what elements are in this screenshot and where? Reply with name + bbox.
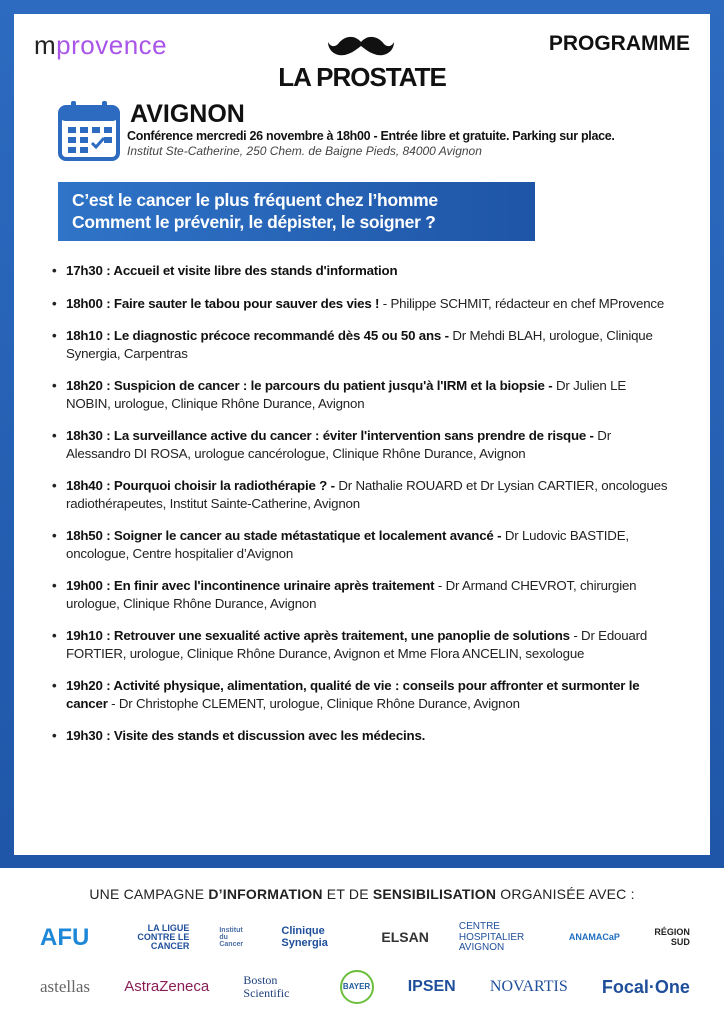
program-item: • 19h30 : Visite des stands et discussion avec les médecins. (50, 727, 670, 745)
page-title: LA PROSTATE (278, 62, 446, 92)
moustache-icon (326, 34, 396, 58)
program-item: • 18h10 : Le diagnostic précoce recommandé dès 45 ou 50 ans - Dr Mehdi BLAH, urologue, Clinique Synergia, Carpentras (50, 327, 670, 362)
program-item: • 18h30 : La surveillance active du cancer : éviter l'intervention sans prendre de risque - Dr Alessandro DI ROSA, urologue cancérologue, Clinique Rhône Durance, Avignon (50, 427, 670, 462)
programme-heading: PROGRAMME (548, 32, 690, 55)
synergia-logo: Clinique Synergia (281, 925, 328, 949)
program-item: • 19h00 : En finir avec l'incontinence urinaire après traitement - Dr Armand CHEVROT, chirurgien urologue, Clinique Rhône Durance, Avignon (50, 577, 670, 612)
program-item: • 19h10 : Retrouver une sexualité active après traitement, une panoplie de solutions - Dr Edouard FORTIER, urologue, Clinique Rhône Durance, Avignon et Mme Flora ANCELIN, sexologue (50, 627, 670, 662)
program-item: • 18h50 : Soigner le cancer au stade métastatique et localement avancé - Dr Ludovic BASTIDE, oncologue, Centre hospitalier d’Avignon (50, 527, 670, 562)
novartis-logo: NOVARTIS (489, 977, 568, 995)
event-details: Conférence mercredi 26 novembre à 18h00 - Entrée libre et gratuite. Parking sur place. (127, 129, 615, 143)
mprovence-logo: mprovence (34, 30, 168, 60)
ipsen-logo: IPSEN (407, 977, 456, 995)
anamacap-logo: ANAMACaP (568, 932, 620, 943)
institut-logo: Institut du Cancer (219, 926, 244, 949)
elsan-logo: ELSAN (381, 929, 429, 946)
ch-avignon-logo: CENTRE HOSPITALIER AVIGNON (458, 921, 525, 953)
afu-logo: AFU (40, 924, 90, 952)
partner-logos-row2 (40, 970, 690, 1004)
boston-scientific-logo: Boston Scientific (243, 973, 290, 1000)
ligue-logo: LA LIGUE CONTRE LE CANCER (137, 922, 190, 952)
astrazeneca-logo: AstraZeneca (124, 978, 210, 996)
calendar-icon (58, 99, 120, 161)
program-item: • 19h20 : Activité physique, alimentation, qualité de vie : conseils pour affronter et surmonter le cancer - Dr Christophe CLEMENT, urologue, Clinique Rhône Durance, Avignon (50, 677, 670, 712)
program-item: • 18h00 : Faire sauter le tabou pour sauver des vies ! - Philippe SCHMIT, rédacteur en chef MProvence (50, 295, 670, 313)
partner-logos-row1 (40, 922, 690, 954)
bayer-logo: BAYER (340, 970, 374, 1004)
event-city: AVIGNON (130, 100, 245, 128)
region-sud-logo: RÉGION SUD (654, 927, 690, 947)
astellas-logo: astellas (40, 977, 91, 997)
program-item: • 17h30 : Accueil et visite libre des stands d'information (50, 262, 670, 280)
program-item: • 18h40 : Pourquoi choisir la radiothérapie ? - Dr Nathalie ROUARD et Dr Lysian CARTIER, oncologues radiothérapeutes, Institut Sainte-Catherine, Avignon (50, 477, 670, 512)
program-list (50, 262, 670, 760)
event-address: Institut Ste-Catherine, 250 Chem. de Baigne Pieds, 84000 Avignon (127, 144, 482, 158)
focal-one-logo: Focal·One (601, 976, 690, 997)
headline-banner: C’est le cancer le plus fréquent chez l’homme Comment le prévenir, le dépister, le soigner ? (58, 182, 535, 241)
program-item: • 18h20 : Suspicion de cancer : le parcours du patient jusqu'à l'IRM et la biopsie - Dr Julien LE NOBIN, urologue, Clinique Rhône Durance, Avignon (50, 377, 670, 412)
campaign-footer: UNE CAMPAGNE D’INFORMATION ET DE SENSIBILISATION ORGANISÉE AVEC : (89, 886, 635, 902)
